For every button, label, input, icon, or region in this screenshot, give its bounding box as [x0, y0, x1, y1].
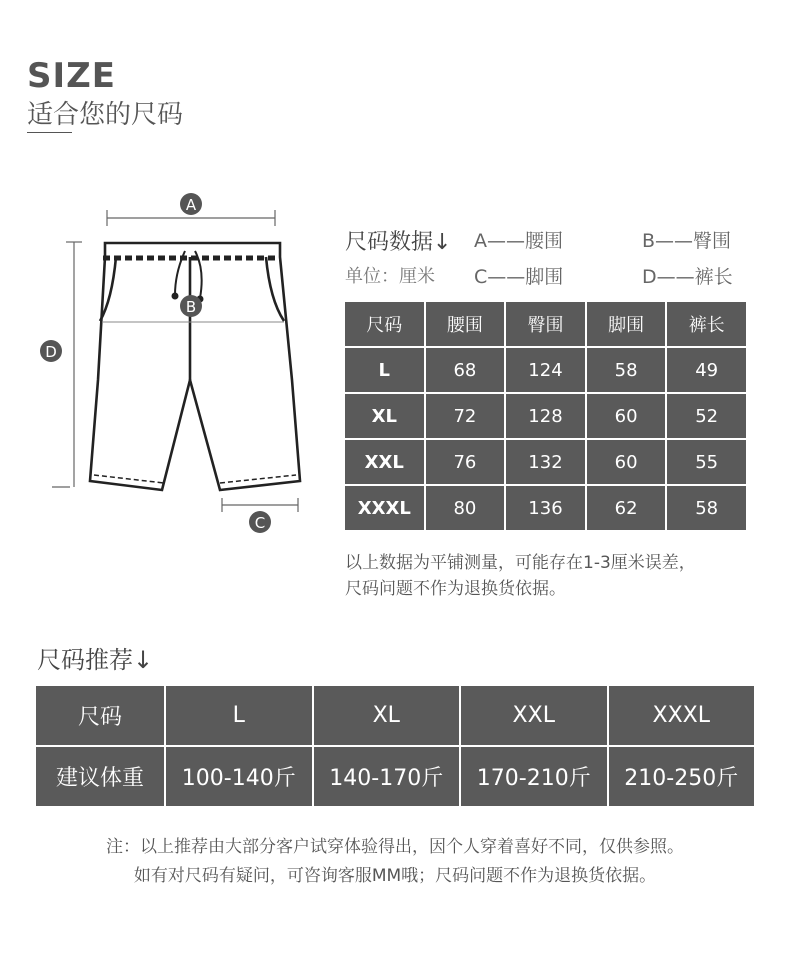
size-cell: XXL: [345, 440, 424, 484]
table-row: [345, 348, 746, 392]
table-cell: 58: [667, 486, 746, 530]
row-label-cell: 建议体重: [36, 747, 164, 806]
table-cell: 80: [426, 486, 505, 530]
table-cell: 100-140斤: [166, 747, 312, 806]
row-label-cell: 尺码: [36, 686, 164, 745]
size-title: SIZE: [27, 56, 117, 96]
header-cell: 腰围: [426, 302, 505, 346]
dimension-b: [102, 295, 284, 322]
label-d: D: [45, 343, 57, 361]
size-cell: L: [345, 348, 424, 392]
size-cell: XL: [345, 394, 424, 438]
table-cell: XL: [314, 686, 460, 745]
table-note-line: 尺码问题不作为退换货依据。: [345, 579, 566, 599]
table-cell: 60: [587, 394, 666, 438]
table-cell: 58: [587, 348, 666, 392]
table-cell: 72: [426, 394, 505, 438]
dimension-a: [107, 193, 275, 226]
legend-leg-opening: C——脚围: [474, 266, 564, 288]
label-c: C: [254, 514, 266, 532]
table-cell: 68: [426, 348, 505, 392]
footer-note-line: 如有对尺码有疑问，可咨询客服MM哦；尺码问题不作为退换货依据。: [133, 866, 657, 886]
table-cell: 170-210斤: [461, 747, 607, 806]
legend-length: D——裤长: [642, 266, 733, 288]
table-cell: XXL: [461, 686, 607, 745]
header-cell: 脚围: [587, 302, 666, 346]
footer-note-line: 注：以上推荐由大部分客户试穿体验得出，因个人穿着喜好不同，仅供参照。: [106, 837, 684, 857]
table-row: [345, 486, 746, 530]
table-cell: 210-250斤: [609, 747, 755, 806]
label-b: B: [185, 298, 197, 316]
legend-hip: B——臀围: [642, 230, 732, 252]
table-cell: 76: [426, 440, 505, 484]
title-underline: [27, 132, 72, 133]
recommend-weight-row: [36, 747, 754, 806]
table-cell: 55: [667, 440, 746, 484]
legend-waist: A——腰围: [474, 230, 563, 252]
recommend-size-row: [36, 686, 754, 745]
footer-note: [0, 833, 790, 891]
table-cell: 132: [506, 440, 585, 484]
table-cell: 60: [587, 440, 666, 484]
unit-label: 单位：厘米: [345, 266, 435, 287]
table-cell: 140-170斤: [314, 747, 460, 806]
header-cell: 裤长: [667, 302, 746, 346]
dimension-c: [222, 498, 298, 533]
table-cell: 49: [667, 348, 746, 392]
table-note: [345, 550, 785, 602]
header-cell: 臀围: [506, 302, 585, 346]
table-cell: L: [166, 686, 312, 745]
table-cell: XXXL: [609, 686, 755, 745]
shorts-outline: [90, 243, 300, 490]
recommend-table: [34, 684, 756, 808]
table-header-row: [345, 302, 746, 346]
table-cell: 136: [506, 486, 585, 530]
table-cell: 62: [587, 486, 666, 530]
size-data-heading: 尺码数据↓: [345, 230, 452, 255]
size-cell: XXXL: [345, 486, 424, 530]
dimension-d: [40, 242, 82, 487]
table-cell: 124: [506, 348, 585, 392]
table-row: [345, 440, 746, 484]
header-cell: 尺码: [345, 302, 424, 346]
label-a: A: [185, 196, 197, 214]
size-subtitle: 适合您的尺码: [27, 100, 184, 130]
size-table: [343, 300, 748, 532]
shorts-diagram: [30, 185, 320, 535]
table-cell: 52: [667, 394, 746, 438]
table-note-line: 以上数据为平铺测量，可能存在1-3厘米误差，: [345, 553, 696, 573]
table-cell: 128: [506, 394, 585, 438]
drawstring: [173, 251, 203, 302]
table-row: [345, 394, 746, 438]
recommend-heading: 尺码推荐↓: [37, 646, 154, 674]
